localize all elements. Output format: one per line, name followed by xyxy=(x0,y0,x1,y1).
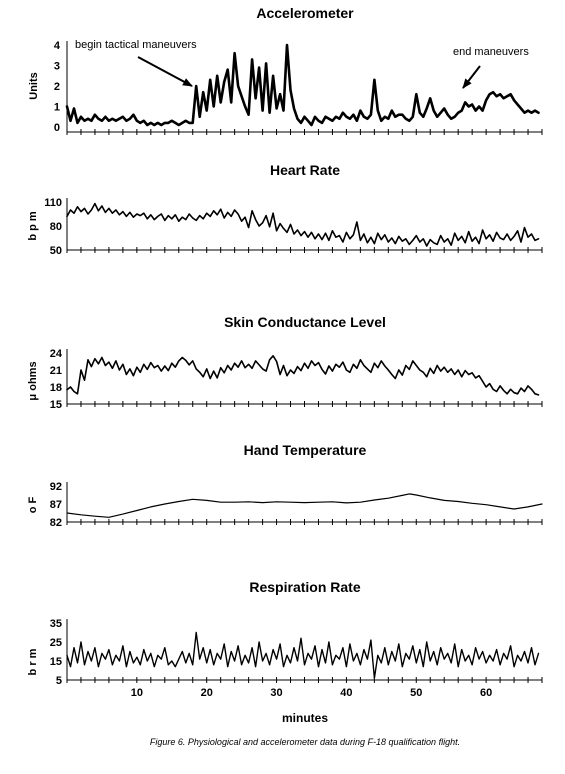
x-tick-label: 20 xyxy=(200,687,213,699)
y-tick-label: 1 xyxy=(53,101,60,114)
panel-1 xyxy=(28,5,542,135)
panel-5 xyxy=(27,579,542,699)
annotation-arrow xyxy=(138,57,192,86)
y-tick-label: 15 xyxy=(49,399,62,411)
y-axis-label: b p m xyxy=(27,211,39,241)
y-tick-label: 35 xyxy=(49,618,62,630)
y-tick-label: 25 xyxy=(49,637,62,649)
y-tick-label: 5 xyxy=(55,675,62,687)
y-tick-label: 0 xyxy=(53,122,60,134)
x-tick-label: 40 xyxy=(340,687,353,699)
figure-caption: Figure 6. Physiological and accelerometer data during F-18 qualification flight. xyxy=(149,737,461,747)
annotation-label: begin tactical maneuvers xyxy=(75,39,197,51)
y-tick-label: 18 xyxy=(49,382,62,394)
y-tick-label: 21 xyxy=(49,365,62,377)
y-tick-label: 50 xyxy=(49,245,62,257)
y-tick-label: 24 xyxy=(49,348,62,360)
y-tick-label: 80 xyxy=(49,221,62,233)
panel-3 xyxy=(27,314,542,411)
x-axis-label: minutes xyxy=(281,711,329,725)
annotation-arrow xyxy=(463,66,480,88)
y-tick-label: 15 xyxy=(49,656,62,668)
panel-title: Respiration Rate xyxy=(249,579,361,595)
y-axis-label: μ ohms xyxy=(27,361,39,401)
y-tick-label: 3 xyxy=(53,60,60,73)
y-tick-label: 92 xyxy=(49,481,62,493)
y-tick-label: 87 xyxy=(49,499,62,511)
y-tick-label: 82 xyxy=(49,517,62,529)
y-axis-label: o F xyxy=(27,496,39,514)
series-line xyxy=(67,204,539,246)
series-line xyxy=(67,494,542,517)
x-tick-label: 60 xyxy=(479,687,493,699)
panels xyxy=(27,5,542,699)
y-tick-label: 2 xyxy=(53,81,60,93)
y-axis-label: Units xyxy=(28,72,40,100)
annotation-label: end maneuvers xyxy=(453,46,529,58)
x-tick-label: 30 xyxy=(270,687,283,699)
series-line xyxy=(67,356,539,395)
panel-2 xyxy=(27,162,542,257)
panel-title: Heart Rate xyxy=(269,162,341,178)
series-line xyxy=(67,633,539,679)
panel-4 xyxy=(27,442,542,529)
y-tick-label: 4 xyxy=(53,40,60,52)
x-tick-label: 10 xyxy=(130,687,143,699)
y-axis-label: b r m xyxy=(27,648,39,676)
panel-title: Hand Temperature xyxy=(243,442,367,458)
x-tick-label: 50 xyxy=(410,687,423,699)
panel-title: Accelerometer xyxy=(256,5,354,21)
y-tick-label: 110 xyxy=(44,197,62,209)
panel-title: Skin Conductance Level xyxy=(224,314,386,330)
